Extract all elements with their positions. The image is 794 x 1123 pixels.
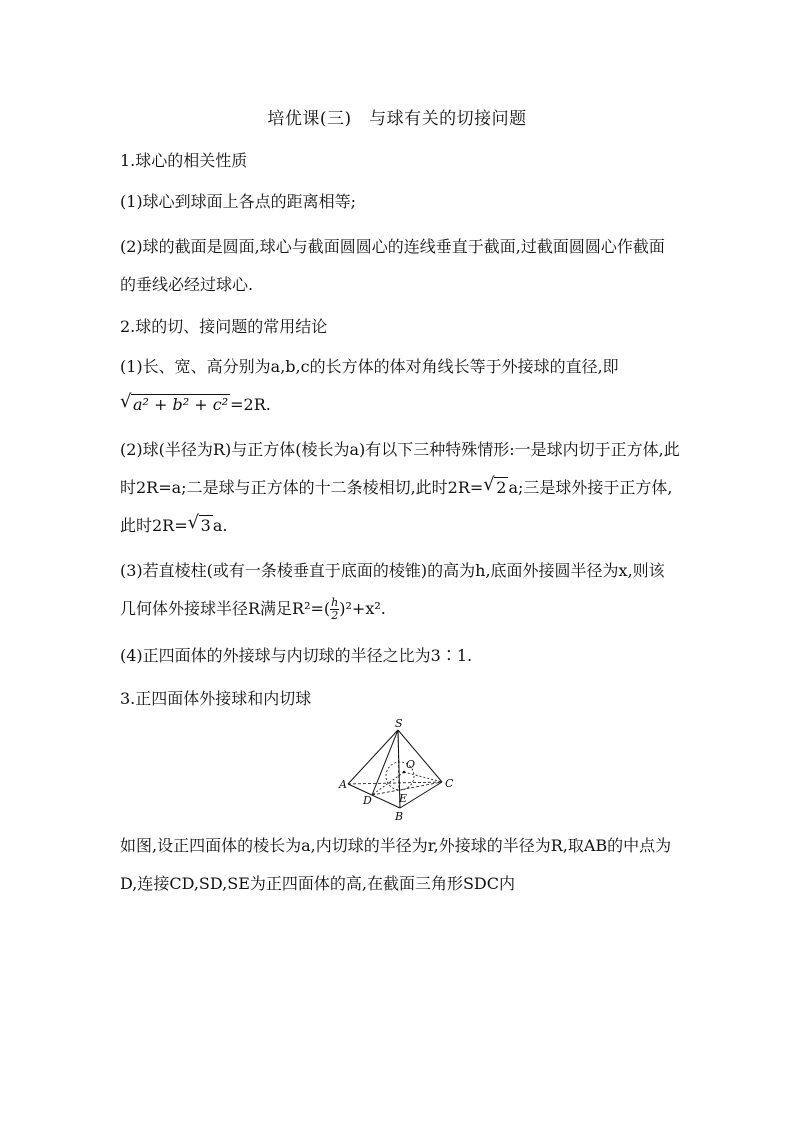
label-e: E <box>399 792 408 805</box>
label-o: O <box>406 758 416 771</box>
edge-ab <box>348 784 400 808</box>
section-1-item-1: (1)球心到球面上各点的距离相等; <box>120 192 357 211</box>
fraction-h-over-2: $\frac{h}{2}$ <box>331 596 339 622</box>
segment-sd <box>372 730 398 795</box>
edge-sa <box>348 730 398 784</box>
label-a: A <box>339 778 347 791</box>
section-2-item-4: (4)正四面体的外接球与内切球的半径之比为3∶1. <box>120 646 473 665</box>
segment-oc <box>404 772 442 782</box>
section-1-heading: 1.球心的相关性质 <box>120 151 248 170</box>
page-title: 培优课(三) 与球有关的切接问题 <box>267 109 527 129</box>
section-1-item-2: (2)球的截面是圆面,球心与截面圆圆心的连线垂直于截面,过截面圆圆心作截面的垂线必经过球心. <box>120 237 665 294</box>
section-2-heading: 2.球的切、接问题的常用结论 <box>120 317 328 336</box>
label-b: B <box>395 810 404 823</box>
label-d: D <box>363 794 372 807</box>
label-c: C <box>445 777 454 790</box>
sqrt-2: √ 2 <box>483 474 507 497</box>
edge-ac-hidden <box>348 782 442 784</box>
section-2-item-3: (3)若直棱柱(或有一条棱垂直于底面的棱锥)的高为h,底面外接圆半径为x,则该几何体外接球半径R满足R²=( $\frac{h}{2}$ )²+x². <box>120 561 665 622</box>
sqrt-formula: √ a² + b² + c² <box>120 391 229 414</box>
section-3-paragraph: 如图,设正四面体的棱长为a,内切球的半径为r,外接球的半径为R,取AB的中点为D,连接CD,SD,SE为正四面体的高,在截面三角形SDC内 <box>120 836 672 893</box>
edge-sc <box>398 730 442 782</box>
section-3-heading: 3.正四面体外接球和内切球 <box>120 689 312 708</box>
center-o-point <box>403 771 406 774</box>
tetrahedron-figure <box>338 716 460 824</box>
section-2-item-2: (2)球(半径为R)与正方体(棱长为a)有以下三种特殊情形:一是球内切于正方体,此时2R=a;二是球与正方体的十二条棱相切,此时2R= √ 2 a;三是球外接于正方体,此时2R= √ 3 a. <box>120 431 680 545</box>
section-2-item-1: (1)长、宽、高分别为a,b,c的长方体的体对角线长等于外接球的直径,即 √ a² + b² + c² =2R. <box>120 348 680 424</box>
sqrt-3: √ 3 <box>187 512 211 535</box>
label-s: S <box>395 717 403 730</box>
